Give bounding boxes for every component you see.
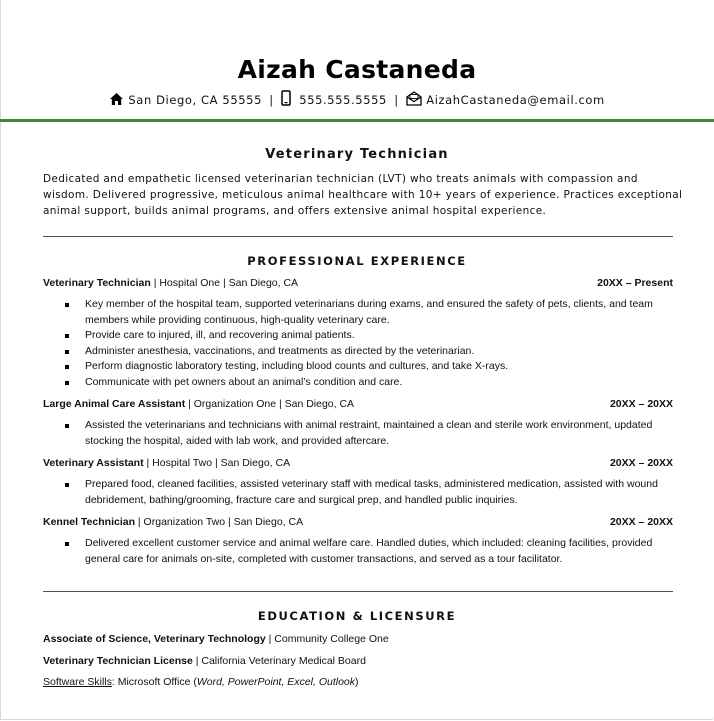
list-item: Communicate with pet owners about an animal’s condition and care.: [43, 375, 673, 391]
job-header: [43, 277, 673, 289]
list-item: Delivered excellent customer service and animal welfare care. Handled duties, which included: cleaning facilities, provided general care for animals on-site, completed with customer transactions, and served as a tour facilitator.: [43, 536, 673, 567]
job-org: | Organization One | San Diego, CA: [185, 398, 355, 410]
summary-text: Dedicated and empathetic licensed veterinarian technician (LVT) who treats animals with compassion and wisdom. Delivered progressive, meticulous animal healthcare with 10+ years of experience. Practices exceptional animal support, builds animal programs, and offers extensive animal hospital experience.: [43, 173, 683, 217]
contact-separator: |: [394, 93, 399, 107]
software-skills: [43, 676, 673, 688]
experience-heading: PROFESSIONAL EXPERIENCE: [247, 254, 467, 268]
job-header: [43, 398, 673, 410]
degree-name: Associate of Science, Veterinary Technology: [43, 633, 266, 645]
job-org: | Hospital One | San Diego, CA: [150, 277, 299, 289]
education-license: [43, 655, 673, 667]
list-item: Key member of the hospital team, supported veterinarians during exams, and ensured the safety of pets, clients, and team members while providing continuous, high-quality veterinary care.: [43, 297, 673, 328]
contact-line: [0, 90, 714, 109]
skills-label: Software Skills: [43, 676, 112, 688]
job-header: [43, 457, 673, 469]
degree-school: | Community College One: [265, 633, 389, 645]
candidate-name: Aizah Castaneda: [237, 55, 477, 84]
job-org: | Organization Two | San Diego, CA: [135, 516, 304, 528]
section-divider: [43, 236, 673, 237]
job-bullets: [43, 536, 673, 567]
headline-title: Veterinary Technician: [265, 147, 449, 162]
job-role: Veterinary Technician: [43, 277, 151, 289]
list-item: Administer anesthesia, vaccinations, and treatments as directed by the veterinarian.: [43, 344, 673, 360]
job-bullets: [43, 477, 673, 508]
section-divider: [43, 591, 673, 592]
job-dates: 20XX – Present: [597, 277, 673, 289]
job-role: Large Animal Care Assistant: [43, 398, 186, 410]
education-degree: [43, 633, 673, 645]
license-board: | California Veterinary Medical Board: [192, 655, 366, 667]
list-item: Provide care to injured, ill, and recovering animal patients.: [43, 328, 673, 344]
job-bullets: [43, 418, 673, 449]
list-item: Assisted the veterinarians and technicians with animal restraint, maintained a clean and sterile work environment, updated stocking the hospital, aided with lab work, and provided aftercare.: [43, 418, 673, 449]
job-dates: 20XX – 20XX: [609, 398, 673, 410]
contact-separator: |: [269, 93, 274, 107]
job-bullets: [43, 297, 673, 390]
contact-email[interactable]: AizahCastaneda@email.com: [426, 93, 605, 107]
list-item: Perform diagnostic laboratory testing, including blood counts and cultures, and take X-rays.: [43, 359, 673, 375]
skills-suffix: ): [355, 676, 359, 688]
home-icon: [109, 92, 124, 109]
skills-list: Word, PowerPoint, Excel, Outlook: [196, 676, 356, 688]
job-org: | Hospital Two | San Diego, CA: [143, 457, 291, 469]
contact-phone: 555.555.5555: [299, 93, 387, 107]
job-role: Veterinary Assistant: [43, 457, 144, 469]
header-rule: [0, 119, 714, 122]
contact-location: San Diego, CA 55555: [128, 93, 262, 107]
job-dates: 20XX – 20XX: [609, 516, 673, 528]
education-heading: EDUCATION & LICENSURE: [257, 609, 457, 623]
job-header: [43, 516, 673, 528]
list-item: Prepared food, cleaned facilities, assisted veterinary staff with medical tasks, administered medication, assisted with wound debridement, bathing/grooming, fracture care and surgical prep, and handled public inquiries.: [43, 477, 673, 508]
skills-prefix: : Microsoft Office (: [111, 676, 197, 688]
mail-icon: [406, 91, 422, 109]
phone-icon: [281, 90, 291, 109]
job-dates: 20XX – 20XX: [609, 457, 673, 469]
job-role: Kennel Technician: [43, 516, 135, 528]
license-name: Veterinary Technician License: [43, 655, 193, 667]
